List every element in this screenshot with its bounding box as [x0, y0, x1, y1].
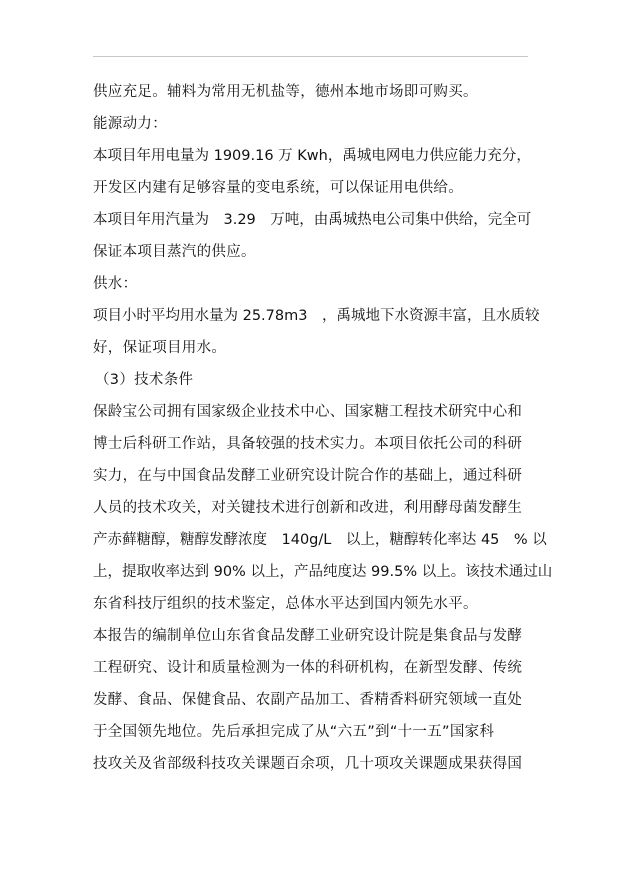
text-line: 供应充足。辅料为常用无机盐等，德州本地市场即可购买。 — [93, 84, 478, 100]
text-line: 保龄宝公司拥有国家级企业技术中心、国家糖工程技术研究中心和 — [93, 404, 523, 420]
text-line: 项目小时平均用水量为 25.78m3 ，禹城地下水资源丰富，且水质较 — [93, 308, 540, 324]
text-line: 工程研究、设计和质量检测为一体的科研机构，在新型发酵、传统 — [93, 660, 523, 676]
text-line: 保证本项目蒸汽的供应。 — [93, 244, 256, 260]
text-line: 产赤藓糖醇，糖醇发酵浓度 140g/L 以上，糖醇转化率达 45 % 以 — [93, 532, 547, 548]
document-body — [93, 76, 553, 780]
text-line: 好，保证项目用水。 — [93, 340, 227, 356]
text-line: 人员的技术攻关，对关键技术进行创新和改进，利用酵母菌发酵生 — [93, 500, 523, 516]
header-rule — [93, 56, 528, 57]
text-line: 本报告的编制单位山东省食品发酵工业研究设计院是集食品与发酵 — [93, 628, 523, 644]
text-line: 实力，在与中国食品发酵工业研究设计院合作的基础上，通过科研 — [93, 468, 523, 484]
text-line: 技攻关及省部级科技攻关课题百余项，几十项攻关课题成果获得国 — [93, 756, 523, 772]
text-line: 本项目年用电量为 1909.16 万 Kwh，禹城电网电力供应能力充分， — [93, 148, 531, 164]
section-heading-technical: （3）技术条件 — [95, 372, 194, 388]
text-line: 东省科技厅组织的技术鉴定，总体水平达到国内领先水平。 — [93, 596, 478, 612]
text-line: 上，提取收率达到 90% 以上，产品纯度达 99.5% 以上。该技术通过山 — [93, 564, 553, 580]
section-label-energy: 能源动力： — [93, 116, 167, 132]
text-line: 开发区内建有足够容量的变电系统，可以保证用电供给。 — [93, 180, 463, 196]
text-line: 本项目年用汽量为 3.29 万吨，由禹城热电公司集中供给，完全可 — [93, 212, 532, 228]
text-line: 于全国领先地位。先后承担完成了从“六五”到“十一五”国家科 — [93, 724, 495, 740]
text-line: 发酵、食品、保健食品、农副产品加工、香精香料研究领域一直处 — [93, 692, 523, 708]
text-line: 博士后科研工作站，具备较强的技术实力。本项目依托公司的科研 — [93, 436, 523, 452]
section-label-water: 供水： — [93, 276, 138, 292]
